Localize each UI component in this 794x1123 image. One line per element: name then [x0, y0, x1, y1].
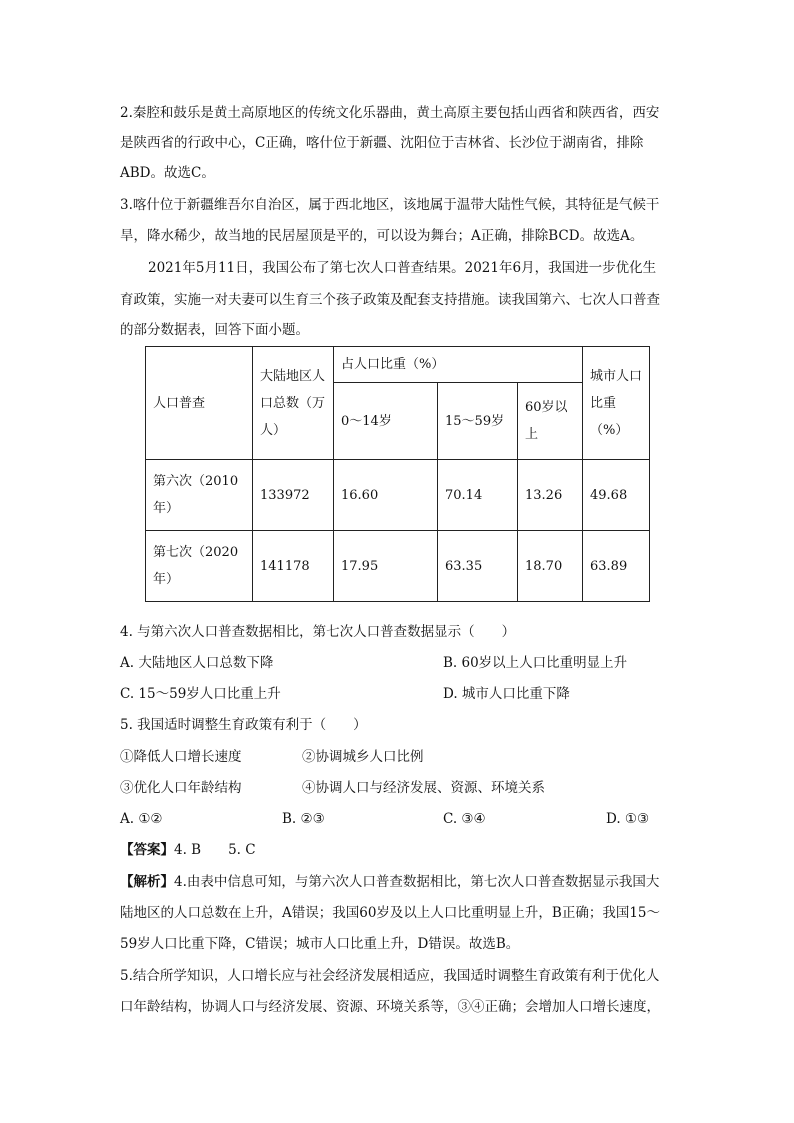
row-age-0-14: 16.60	[334, 460, 438, 531]
row-age-60-plus: 13.26	[518, 460, 583, 531]
analysis-line: 陆地区的人口总数在上升，A错误；我国60岁及以上人口比重明显上升，B正确；我国15～	[120, 905, 661, 921]
text-line: ABD。故选C。	[120, 165, 215, 181]
header-census: 人口普查	[146, 347, 253, 460]
q4-option-d: D. 城市人口比重下降	[443, 686, 570, 702]
answer-label: 【答案】	[120, 842, 174, 858]
q4-option-a: A. 大陆地区人口总数下降	[120, 655, 274, 671]
analysis-line: 59岁人口比重下降，C错误；城市人口比重上升，D错误。故选B。	[120, 936, 520, 952]
header-age-15-59: 15～59岁	[438, 383, 518, 460]
row-census-name: 第六次（2010年）	[146, 460, 253, 531]
question-4-stem: 4. 与第六次人口普查数据相比，第七次人口普查数据显示（ ）	[120, 624, 516, 640]
text-line: 是陕西省的行政中心，C正确，喀什位于新疆、沈阳位于吉林省、长沙位于湖南省，排除	[120, 135, 644, 151]
q5-option-c: C. ③④	[443, 811, 486, 827]
q5-option-b: B. ②③	[282, 811, 325, 827]
answer-text: 4. B 5. C	[174, 842, 256, 858]
analysis-label: 【解析】	[120, 874, 174, 890]
q5-statement-4: ④协调人口与经济发展、资源、环境关系	[302, 780, 545, 796]
row-total: 141178	[253, 531, 334, 602]
row-census-name: 第七次（2020年）	[146, 531, 253, 602]
q4-option-b: B. 60岁以上人口比重明显上升	[443, 655, 628, 671]
text-line: 旱，降水稀少，故当地的民居屋顶是平的，可以设为舞台；A正确，排除BCD。故选A。	[120, 228, 644, 244]
q5-statement-2: ②协调城乡人口比例	[302, 749, 424, 765]
intro-line: 育政策，实施一对夫妻可以生育三个孩子政策及配套支持措施。读我国第六、七次人口普查	[120, 292, 660, 308]
header-population-share: 占人口比重（%）	[334, 347, 583, 383]
header-total-population: 大陆地区人口总数（万人）	[253, 347, 334, 460]
intro-line: 2021年5月11日，我国公布了第七次人口普查结果。2021年6月，我国进一步优化生	[148, 260, 657, 276]
q5-option-d: D. ①③	[606, 811, 650, 827]
row-age-0-14: 17.95	[334, 531, 438, 602]
analysis-line: 口年龄结构，协调人口与经济发展、资源、环境关系等，③④正确；会增加人口增长速度，	[120, 999, 660, 1015]
q5-statement-1: ①降低人口增长速度	[120, 749, 242, 765]
header-age-60-plus: 60岁以上	[518, 383, 583, 460]
row-urban-share: 49.68	[583, 460, 650, 531]
q4-option-c: C. 15～59岁人口比重上升	[120, 686, 281, 702]
row-age-60-plus: 18.70	[518, 531, 583, 602]
answer-line	[120, 840, 680, 860]
question-5-stem: 5. 我国适时调整生育政策有利于（ ）	[120, 717, 367, 733]
census-table	[145, 346, 650, 602]
header-urban-share: 城市人口比重（%）	[583, 347, 650, 460]
text-line: 2.秦腔和鼓乐是黄土高原地区的传统文化乐器曲，黄土高原主要包括山西省和陕西省，西安	[120, 105, 660, 121]
analysis-line: 5.结合所学知识，人口增长应与社会经济发展相适应，我国适时调整生育政策有利于优化人	[120, 968, 660, 984]
table-row	[146, 460, 650, 531]
row-age-15-59: 63.35	[438, 531, 518, 602]
row-age-15-59: 70.14	[438, 460, 518, 531]
q5-option-a: A. ①②	[120, 811, 163, 827]
text-line: 3.喀什位于新疆维吾尔自治区，属于西北地区，该地属于温带大陆性气候，其特征是气候干	[120, 197, 660, 213]
intro-line: 的部分数据表，回答下面小题。	[120, 322, 309, 338]
row-urban-share: 63.89	[583, 531, 650, 602]
table-row	[146, 531, 650, 602]
row-total: 133972	[253, 460, 334, 531]
analysis-line	[120, 872, 680, 892]
header-age-0-14: 0～14岁	[334, 383, 438, 460]
analysis-text: 4.由表中信息可知，与第六次人口普查数据相比，第七次人口普查数据显示我国大	[174, 874, 660, 890]
q5-statement-3: ③优化人口年龄结构	[120, 780, 242, 796]
